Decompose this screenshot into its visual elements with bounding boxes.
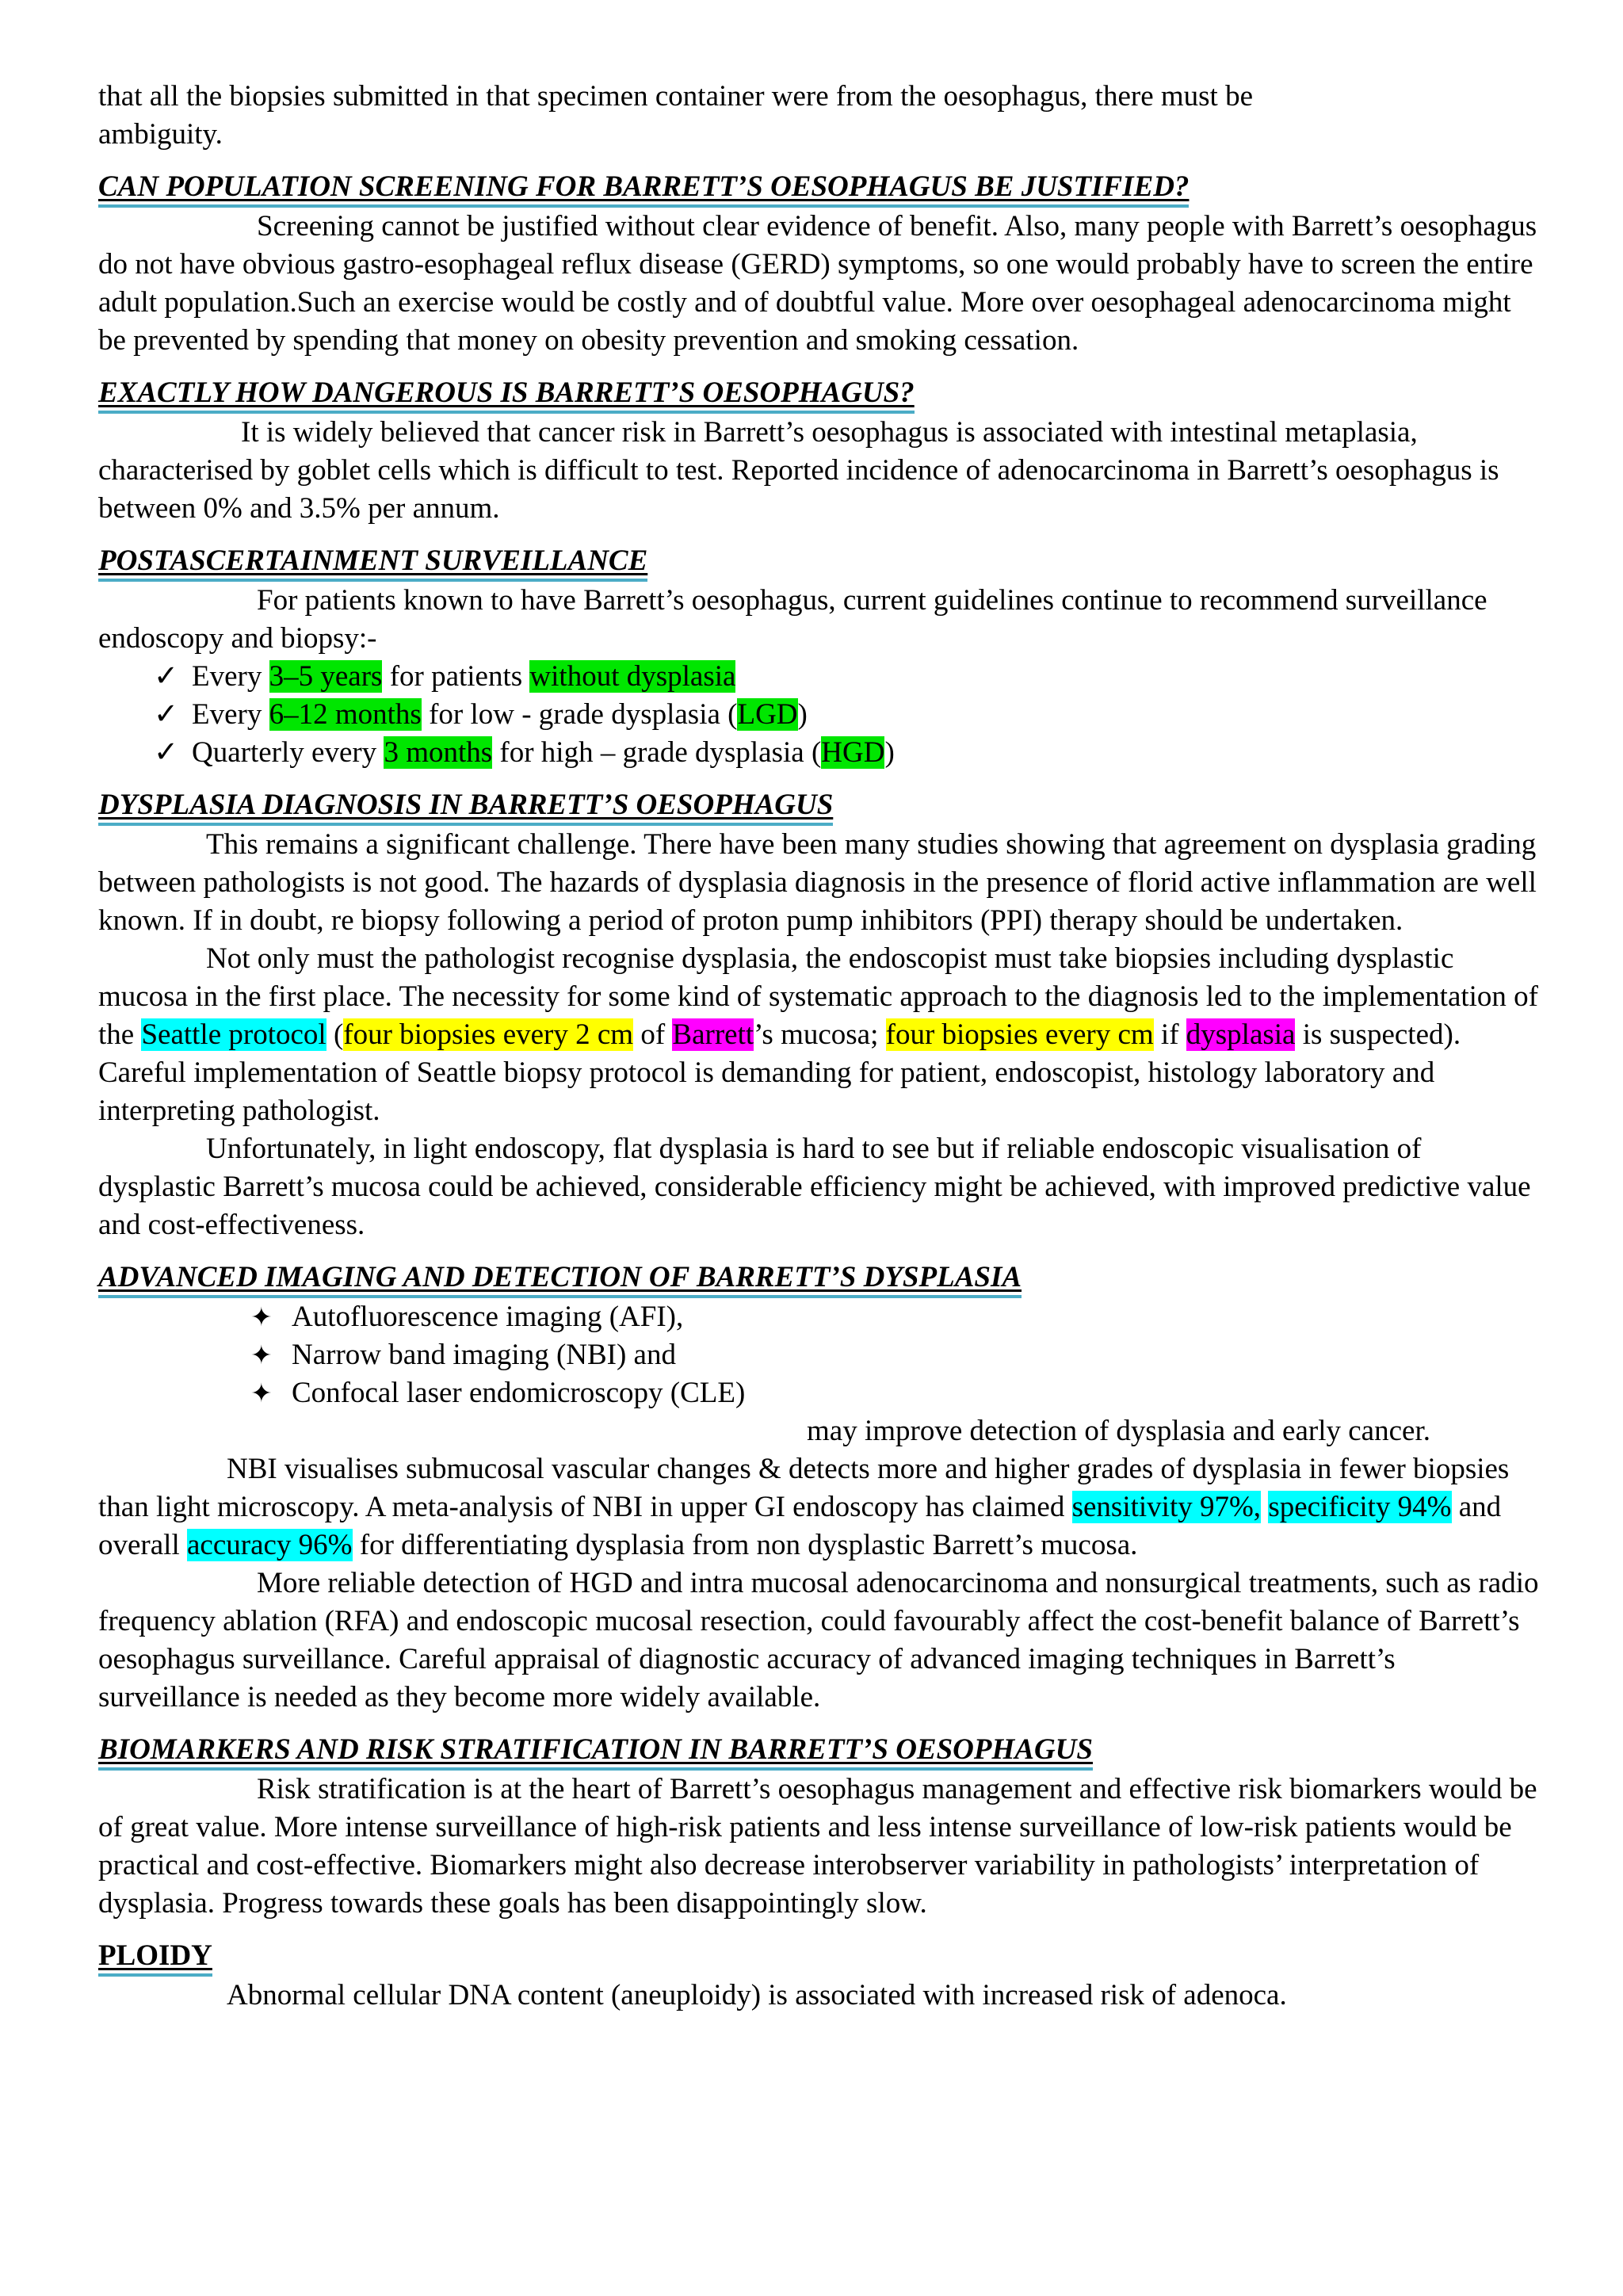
section-heading: POSTASCERTAINMENT SURVEILLANCE: [98, 544, 647, 582]
highlight-green: HGD: [821, 736, 885, 769]
item-text: Every: [192, 698, 269, 731]
document-page: [98, 78, 1541, 2015]
section-body: It is widely believed that cancer risk in Barrett’s oesophagus is associated with intestinal metaplasia, characterised by goblet cells which is difficult to test. Reported incidence of adenocarcinoma in Barrett’s oesophagus is between 0% and 3.5% per annum.: [98, 416, 1499, 525]
item-text: ): [797, 698, 808, 731]
item-text: for low - grade dysplasia (: [421, 698, 738, 731]
item-text: Every: [192, 660, 269, 693]
list-item: [250, 1336, 1541, 1374]
item-text: ): [884, 736, 895, 769]
highlight-magenta: dysplasia: [1186, 1018, 1296, 1051]
section-paragraph: [98, 940, 1541, 1130]
highlight-green: 3 months: [384, 736, 493, 769]
paragraph-text: NBI visualises submucosal vascular changes & detects more and higher grades of dysplasia in fewer biopsies than light microscopy. A meta-analysis of NBI in upper GI endoscopy has claimed: [98, 1453, 1510, 1523]
section-paragraph: This remains a significant challenge. There have been many studies showing that agreement on dysplasia grading between pathologists is not good. The hazards of dysplasia diagnosis in the presence of florid active inflammation are well known. If in doubt, re biopsy following a period of proton pump inhibitors (PPI) therapy should be undertaken.: [98, 828, 1537, 937]
paragraph-text: for differentiating dysplasia from non dysplastic Barrett’s mucosa.: [352, 1529, 1138, 1561]
paragraph-text: and overall: [98, 1491, 1502, 1561]
highlight-green: 3–5 years: [269, 660, 383, 693]
section-ploidy: [98, 1937, 1541, 2015]
section-advanced-imaging: [98, 1259, 1541, 1717]
item-text: Confocal laser endomicroscopy (CLE): [292, 1377, 746, 1409]
intro-line-2: ambiguity.: [98, 118, 223, 151]
highlight-green: 6–12 months: [269, 698, 422, 731]
section-surveillance: [98, 542, 1541, 772]
list-item: [154, 696, 1541, 734]
paragraph-text: ’s mucosa;: [754, 1018, 886, 1051]
paragraph-text: if: [1153, 1018, 1186, 1051]
section-heading: ADVANCED IMAGING AND DETECTION OF BARRETT’S DYSPLASIA: [98, 1260, 1022, 1298]
section-heading: CAN POPULATION SCREENING FOR BARRETT’S OESOPHAGUS BE JUSTIFIED?: [98, 170, 1189, 208]
intro-paragraph: [98, 78, 1541, 154]
imaging-list: [98, 1298, 1541, 1412]
item-text: for patients: [382, 660, 530, 693]
paragraph-text: of: [633, 1018, 673, 1051]
highlight-cyan: Seattle protocol: [141, 1018, 327, 1051]
star-bullet-icon: ✦: [250, 1377, 273, 1408]
paragraph-text: [1261, 1491, 1268, 1523]
checkmark-icon: ✓: [154, 660, 179, 693]
section-paragraph: More reliable detection of HGD and intra mucosal adenocarcinoma and nonsurgical treatments, such as radio frequency ablation (RFA) and endoscopic mucosal resection, could favourably affect the cost-benefit balance of Barrett’s oesophagus surveillance. Careful appraisal of diagnostic accuracy of advanced imaging techniques in Barrett’s surveillance is needed as they become more widely available.: [98, 1567, 1539, 1713]
section-biomarkers: [98, 1731, 1541, 1923]
checkmark-icon: ✓: [154, 736, 179, 769]
highlight-cyan: sensitivity 97%,: [1071, 1491, 1262, 1523]
section-dysplasia-diagnosis: [98, 786, 1541, 1244]
highlight-yellow: four biopsies every 2 cm: [343, 1018, 634, 1051]
section-body: For patients known to have Barrett’s oesophagus, current guidelines continue to recommend surveillance endoscopy and biopsy:-: [98, 584, 1487, 655]
paragraph-text: is suspected). Careful implementation of Seattle biopsy protocol is demanding for patient, endoscopist, histology laboratory and interpreting pathologist.: [98, 1018, 1461, 1127]
highlight-cyan: specificity 94%: [1268, 1491, 1452, 1523]
item-text: for high – grade dysplasia (: [492, 736, 822, 769]
section-heading: DYSPLASIA DIAGNOSIS IN BARRETT’S OESOPHAGUS: [98, 788, 833, 826]
highlight-green: LGD: [737, 698, 798, 731]
section-body: Risk stratification is at the heart of Barrett’s oesophagus management and effective risk biomarkers would be of great value. More intense surveillance of high-risk patients and less intense surveillance of low-risk patients would be practical and cost-effective. Biomarkers might also decrease interobserver variability in pathologists’ interpretation of dysplasia. Progress towards these goals has been disappointingly slow.: [98, 1773, 1537, 1920]
list-item: [154, 734, 1541, 772]
star-bullet-icon: ✦: [250, 1301, 273, 1332]
item-text: Autofluorescence imaging (AFI),: [292, 1301, 684, 1333]
item-text: Narrow band imaging (NBI) and: [292, 1339, 676, 1371]
section-paragraph: Unfortunately, in light endoscopy, flat dysplasia is hard to see but if reliable endoscopic visualisation of dysplastic Barrett’s mucosa could be achieved, considerable efficiency might be achieved, with improved predictive value and cost-effectiveness.: [98, 1133, 1531, 1241]
highlight-cyan: accuracy 96%: [186, 1529, 353, 1561]
section-body: Abnormal cellular DNA content (aneuploidy) is associated with increased risk of adenoca.: [227, 1979, 1287, 2011]
section-danger: [98, 374, 1541, 528]
highlight-green: without dysplasia: [529, 660, 736, 693]
highlight-yellow: four biopsies every cm: [885, 1018, 1154, 1051]
section-heading: BIOMARKERS AND RISK STRATIFICATION IN BARRETT’S OESOPHAGUS: [98, 1733, 1093, 1771]
intro-line-1: that all the biopsies submitted in that specimen container were from the oesophagus, there must be: [98, 80, 1254, 113]
checkmark-icon: ✓: [154, 698, 179, 731]
list-item: [250, 1298, 1541, 1336]
section-paragraph: [98, 1450, 1541, 1564]
section-heading: EXACTLY HOW DANGEROUS IS BARRETT’S OESOPHAGUS?: [98, 376, 915, 414]
highlight-magenta: Barrett: [672, 1018, 754, 1051]
section-body: Screening cannot be justified without clear evidence of benefit. Also, many people with Barrett’s oesophagus do not have obvious gastro-esophageal reflux disease (GERD) symptoms, so one would probably have to screen the entire adult population.Such an exercise would be costly and of doubtful value. More over oesophageal adenocarcinoma might be prevented by spending that money on obesity prevention and smoking cessation.: [98, 210, 1537, 357]
section-heading: PLOIDY: [98, 1939, 212, 1977]
paragraph-text: (: [326, 1018, 344, 1051]
list-item: [250, 1374, 1541, 1412]
paragraph-text: Not only must the pathologist recognise dysplasia, the endoscopist must take biopsies including dysplastic mucosa in the first place. The necessity for some kind of systematic approach to the diagnosis led to the implementation of the: [98, 942, 1538, 1051]
section-screening: [98, 168, 1541, 360]
item-text: Quarterly every: [192, 736, 384, 769]
list-item: [154, 658, 1541, 696]
surveillance-list: [98, 658, 1541, 772]
star-bullet-icon: ✦: [250, 1339, 273, 1370]
list-tail: may improve detection of dysplasia and early cancer.: [807, 1415, 1430, 1447]
